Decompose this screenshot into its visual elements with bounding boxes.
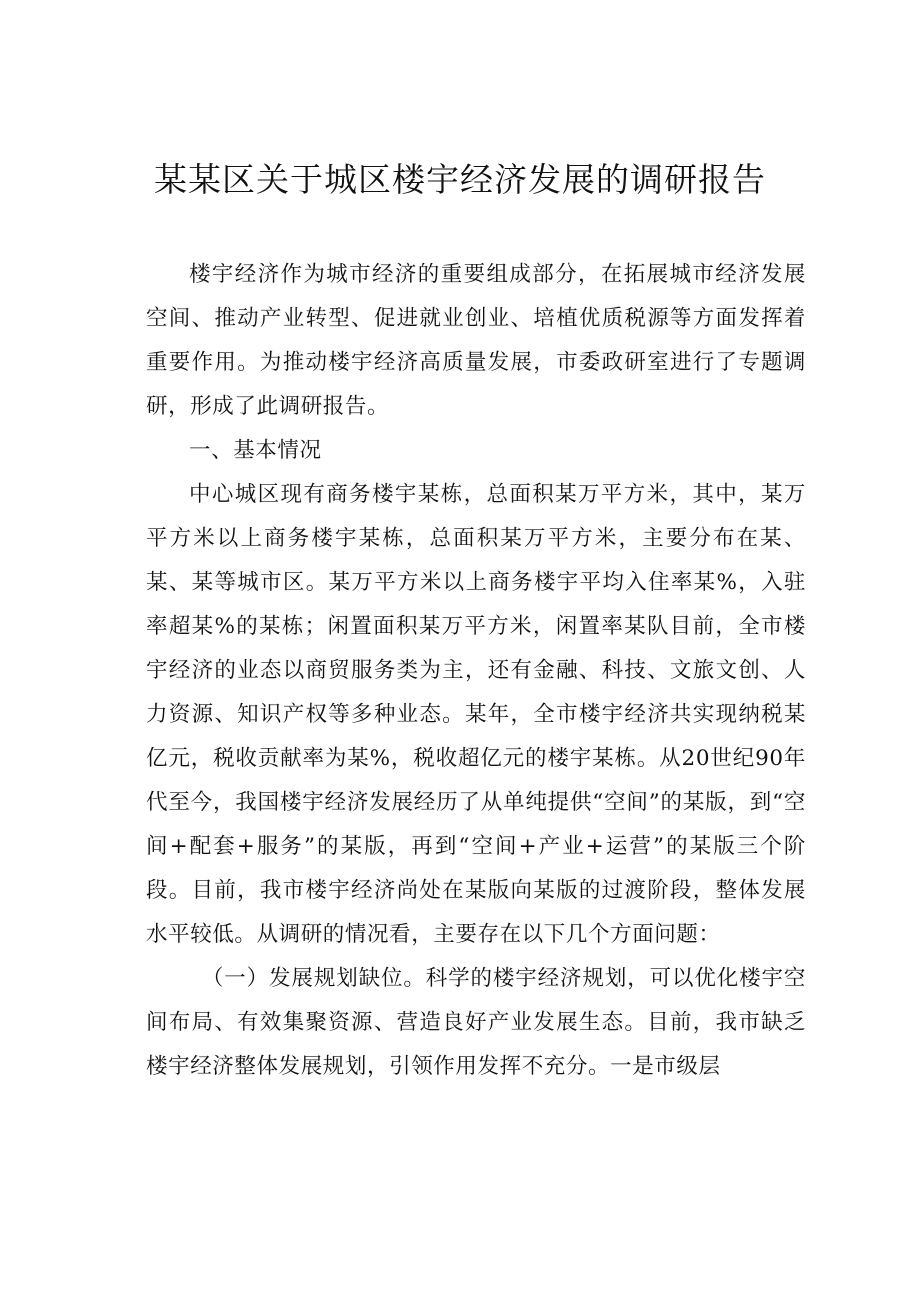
section-heading-basic-situation: 一、基本情况 — [189, 438, 322, 463]
subsection-planning-paragraph: （一）发展规划缺位。科学的楼宇经济规划，可以优化楼宇空间布局、有效集聚资源、营造良好产业发展生态。目前，我市缺乏楼宇经济整体发展规划，引领作用发挥不充分。一是市级层 — [146, 966, 806, 1079]
section-basic-situation-paragraph: 中心城区现有商务楼宇某栋，总面积某万平方米，其中，某万平方米以上商务楼宇某栋，总面积某万平方米，主要分布在某、某、某等城市区。某万平方米以上商务楼宇平均入住率某%，入驻率超某%的某栋；闲置面积某万平方米，闲置率某队目前，全市楼宇经济的业态以商贸服务类为主，还有金融、科技、文旅文创、人力资源、知识产权等多种业态。某年，全市楼宇经济共实现纳税某亿元，税收贡献率为某%，税收超亿元的楼宇某栋。从20世纪90年代至今，我国楼宇经济发展经历了从单纯提供“空间”的某版，到“空间+配套+服务”的某版，再到“空间+产业+运营”的某版三个阶段。目前，我市楼宇经济尚处在某版向某版的过渡阶段，整体发展水平较低。从调研的情况看，主要存在以下几个方面问题： — [146, 482, 806, 947]
intro-paragraph: 楼宇经济作为城市经济的重要组成部分，在拓展城市经济发展空间、推动产业转型、促进就业创业、培植优质税源等方面发挥着重要作用。为推动楼宇经济高质量发展，市委政研室进行了专题调研，形成了此调研报告。 — [146, 262, 806, 419]
document-title: 某某区关于城区楼宇经济发展的调研报告 — [154, 160, 766, 199]
document-body — [146, 253, 806, 1089]
